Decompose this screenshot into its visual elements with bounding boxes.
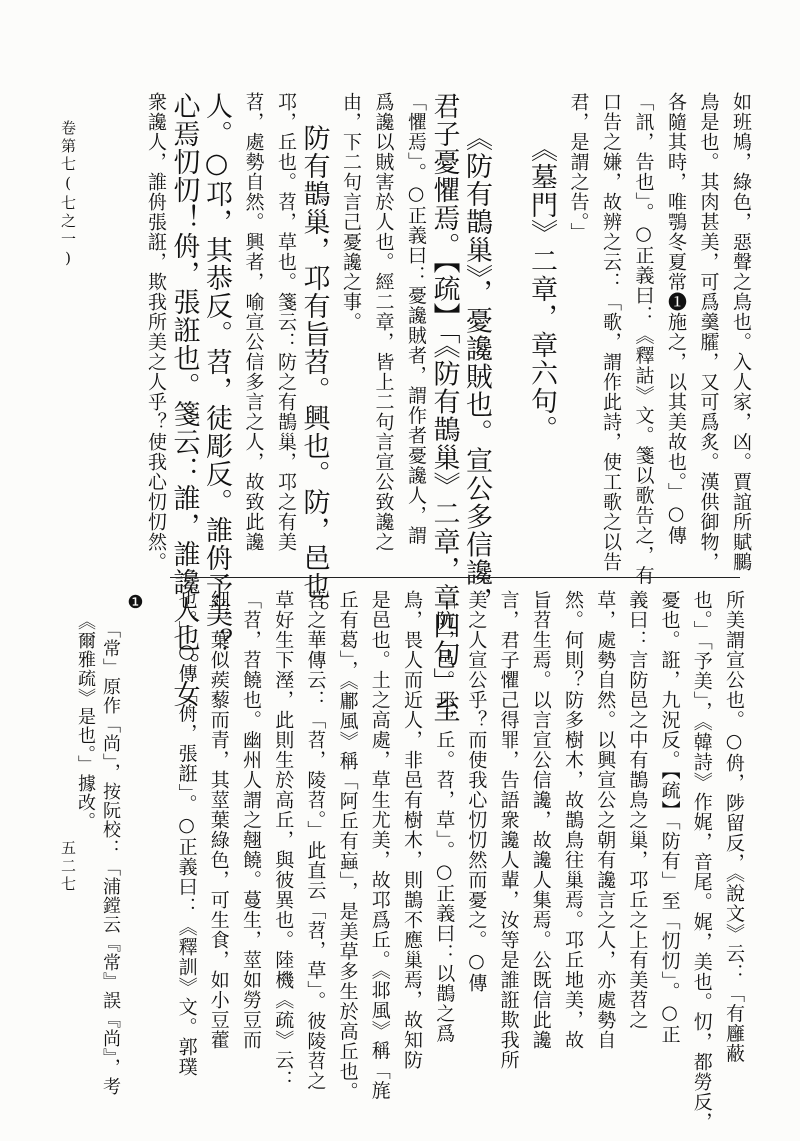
upper-text-column-14: 防有鵲巢，邛有旨苕。興也。防，邑也。 [298,124,330,629]
lower-text-column-11: 鳥，畏人而近人，非邑有樹木，則鵲不應巢焉，故知防 [401,590,423,1070]
upper-text-column-9: 《防有鵲巢》，憂讒賊也。宣公多信讒， [461,124,492,615]
upper-text-column-3: 各隨其時，唯鶚冬夏常❶施之，以其美故也。」○傳 [665,92,687,546]
upper-text-column-18: 心焉忉忉！侜，張誑也。箋云：誰，誰讒人也。女 [168,92,200,708]
upper-text-column-1: 如班鳩，綠色，惡聲之鳥也。入人家，凶。賈誼所賦鵩 [730,92,752,572]
upper-text-column-5: 口告之嫌，故辨之云：「歌，謂作此詩，使工歌之以告 [600,92,622,572]
upper-text-column-4: 「訊，告也」。○正義曰：《釋詁》文。箋以歌告之，有 [632,92,655,586]
page-number: 五二七 [59,840,77,894]
footnote-line-1: 「常」原作「尚」，按阮校：「浦鏜云『常』誤『尚』，考 [100,620,121,1096]
lower-text-column-7: 旨苕生焉。以言宣公信讒，故讒人集焉。公既信此讒 [529,590,552,1050]
lower-text-column-4: 義曰：言防邑之中有鵲鳥之巢，邛丘之上有美苕之 [626,590,649,1030]
lower-text-column-13: 丘有葛」，《鄘風》稱「阿丘有蝱」，是美草多生於高丘也。 [336,590,359,1102]
footnote-line-2: 《爾雅疏》是也。」據改。 [75,612,96,831]
upper-text-column-17: 人。○邛，其恭反。苕，徒彫反。誰侜予美？ [201,92,232,656]
lower-text-column-1: 所美謂宣公也。○侜，陟留反，《說文》云：「有廱蔽 [723,590,745,1064]
upper-text-column-6: 君，是謂之告。」 [567,92,590,243]
lower-text-column-3: 憂也。誑，九況反。【疏】「防有」至「忉忉」。○正 [658,590,681,1045]
lower-text-column-9: 美之人宣公乎？而使我心忉忉然而憂之。○傳 [465,590,488,993]
lower-text-column-15: 草好生下溼，此則生於高丘，與彼異也。陸機《疏》云： [272,590,295,1090]
lower-text-column-14: 苕之華傳云：「苕，陵苕。」此直云「苕，草」。彼陵苕之 [304,590,327,1091]
lower-text-column-16: 「苕，苕饒也。幽州人謂之翹饒。蔓生，莖如勞豆而 [240,590,262,1050]
upper-text-column-12: 爲讒以賊害於人也。經二章，皆上二句言宣公致讒之 [372,92,395,552]
footnote-marker: ❶ [125,592,146,614]
upper-text-column-7: 《墓門》二章，章六句。 [526,135,557,444]
upper-text-column-10: 君子憂懼焉。【疏】「《防有鵲巢》二章，章四句」至 [428,92,460,724]
lower-text-column-17: 細，葉似蒺藜而青，其莖葉綠色，可生食，如小豆藿 [207,590,230,1050]
upper-text-column-11: 「懼焉」。○正義曰：憂讒賊者，謂作者憂讒人，謂 [405,92,427,546]
lower-text-column-2: 也。」「予美」，《韓詩》作娓，音尾。娓，美也。忉，都勞反， [690,590,713,1132]
upper-text-column-15: 邛，丘也。苕，草也。箋云：防之有鵲巢，邛之有美 [275,92,297,552]
upper-text-column-19: 衆讒人，誰侜張誑，欺我所美之人乎？使我心忉忉然。 [145,92,167,572]
lower-text-column-8: 言，君子懼己得罪，告語衆讒人輩，汝等是誰誑欺我所 [497,590,520,1070]
lower-text-column-5: 草，處勢自然。以興宣公之朝有讒言之人，亦處勢自 [594,590,617,1050]
upper-text-column-13: 由，下二句言己憂讒之事。 [340,92,362,332]
lower-text-column-6: 然。何則？防多樹木，故鵲鳥往巢焉。邛丘地美，故 [562,590,584,1050]
page-header-section: 卷第七(七之一) [59,120,77,270]
lower-text-column-12: 是邑也。土之高處，草生尤美，故邛爲丘。《邶風》稱「旄 [368,590,391,1101]
lower-text-column-10: 「防，邑。邛，丘。苕，草」。○正義曰：以鵲之爲 [433,590,456,1044]
upper-text-column-16: 苕，處勢自然。興者，喻宣公信多言之人，故致此讒 [242,92,265,552]
lower-text-column-18: 也。」○傳「侜，張誑」。○正義曰：《釋訓》文。郭璞 [175,590,198,1077]
upper-text-column-2: 鳥是也。其肉甚美，可爲羹臛，又可爲炙。漢供御物， [697,92,720,572]
section-divider [170,577,740,578]
